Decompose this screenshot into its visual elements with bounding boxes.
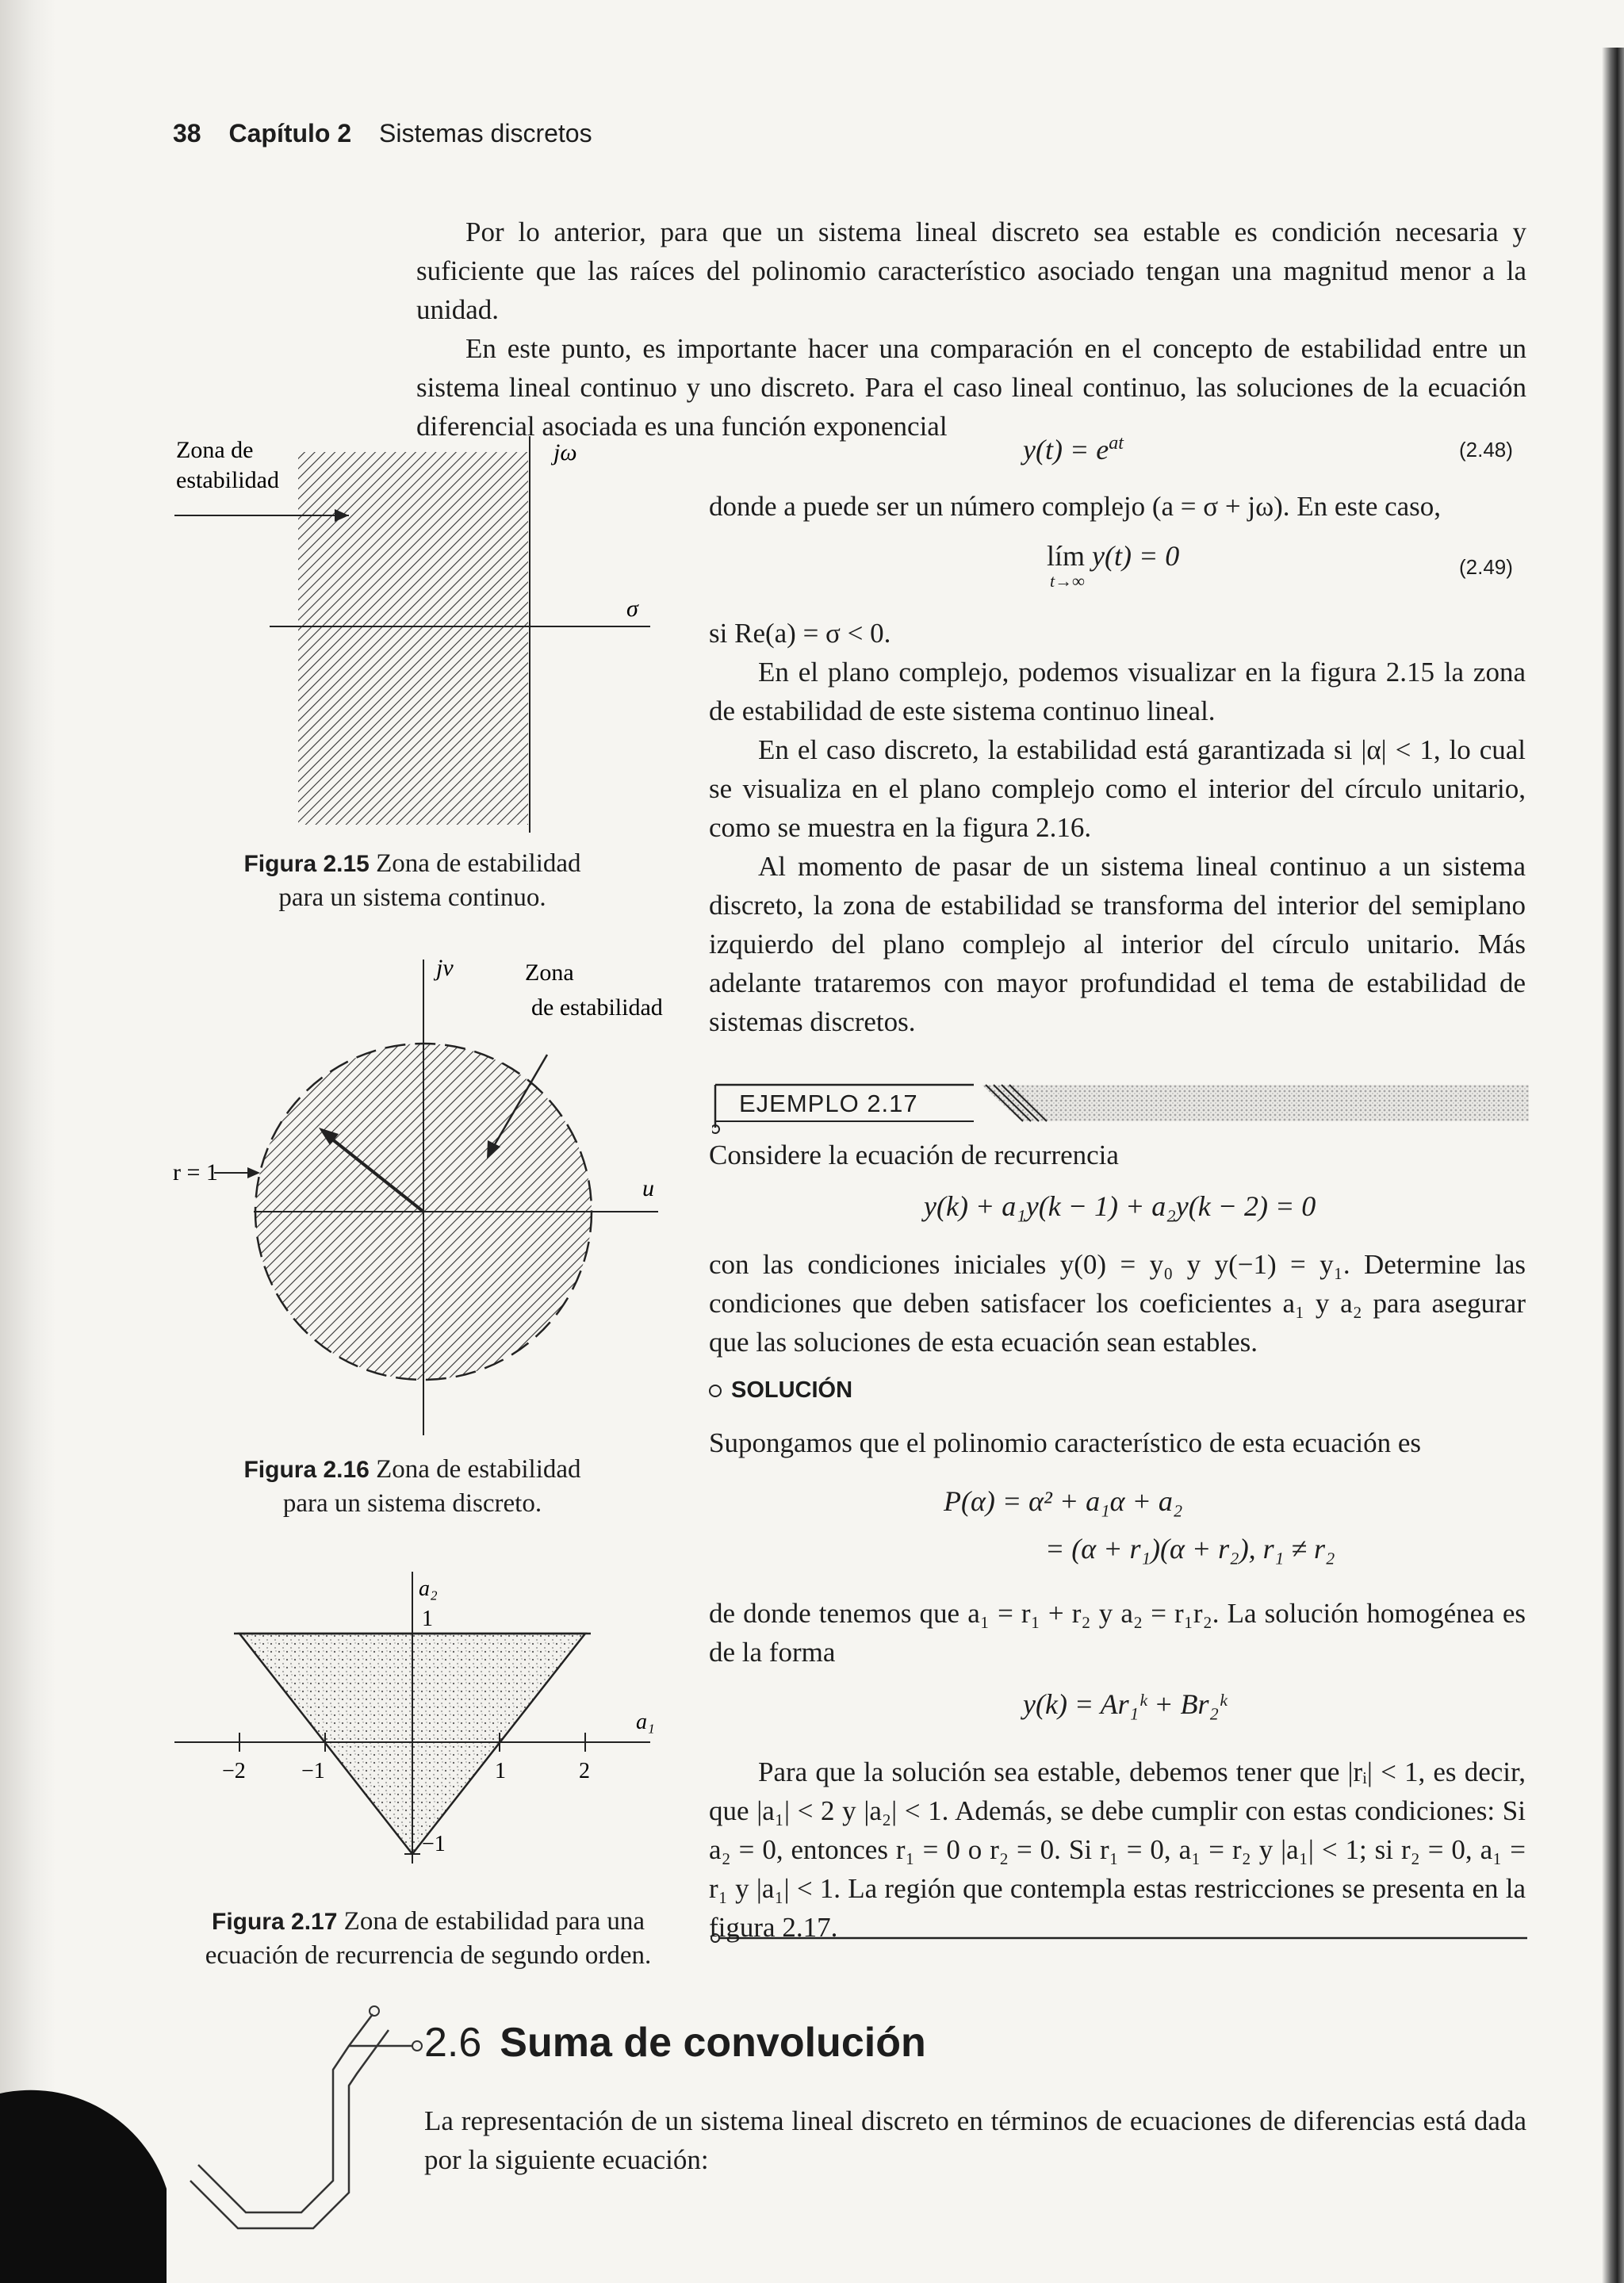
example-end-rule: [710, 1929, 1530, 1948]
figure-2-15-caption: Figura 2.15 Zona de estabilidad para un sistema continuo.: [243, 849, 581, 912]
example-paragraph-2: con las condiciones iniciales y(0) = y₀ y y(−1) = y₁. Determine las condiciones que deben satisfacer los coeficientes a₁ y a₂ para asegurar que las soluciones de esta ecuación sean estables.: [709, 1249, 1526, 1358]
dark-circle-decoration: [0, 2090, 167, 2283]
figure-2-16: [167, 944, 674, 1443]
paragraph-after-2-49: si Re(a) = σ < 0.: [709, 618, 891, 649]
x-axis-label: a₁: [636, 1710, 655, 1734]
figure-2-16-caption: Figura 2.16 Zona de estabilidad para un sistema discreto.: [243, 1455, 581, 1518]
intro-text: [416, 213, 1526, 446]
column-paragraph-3: En el plano complejo, podemos visualizar en la figura 2.15 la zona de estabilidad de este sistema continuo lineal.: [709, 657, 1526, 726]
chapter-title: Sistemas discretos: [379, 119, 592, 147]
scan-edge-right: [1602, 48, 1624, 2283]
equation-number-2-48: (2.48): [1459, 438, 1513, 462]
tick-label-minus-2: −2: [222, 1759, 246, 1783]
example-equation: y(k) + a₁y(k − 1) + a₂y(k − 2) = 0: [924, 1190, 1316, 1222]
zone-label-line-2: de estabilidad: [531, 994, 663, 1021]
page-header: [173, 119, 592, 148]
section-text: [424, 2101, 1526, 2179]
intro-paragraph-1: Por lo anterior, para que un sistema lineal discreto sea estable es condición necesaria y suficiente que las raíces del polinomio característico asociado tengan una magnitud menor a la unidad.: [416, 216, 1526, 325]
figure-2-17-caption: Figura 2.17 Zona de estabilidad para una ecuación de recurrencia de segundo orden.: [205, 1907, 652, 1970]
figure-2-15: [167, 428, 674, 848]
example-text-1: [709, 1136, 1526, 1174]
zone-label-line-1: Zona de: [176, 437, 254, 463]
column-paragraph-4: En el caso discreto, la estabilidad está garantizada si |α| < 1, lo cual se visualiza en el plano complejo como el interior del círculo unitario, como se muestra en la figura 2.16.: [709, 734, 1526, 843]
paragraph-after-2-48: donde a puede ser un número complejo (a = σ + jω). En este caso,: [709, 491, 1442, 522]
scan-edge-left: [0, 0, 56, 2283]
column-paragraph-5: Al momento de pasar de un sistema lineal continuo a un sistema discreto, la zona de estabilidad se transforma del interior del semiplano izquierdo del plano complejo al interior del círculo unitario. Más adelante trataremos con mayor profundidad el tema de estabilidad de sistemas discretos.: [709, 851, 1526, 1037]
example-paragraph-1: Considere la ecuación de recurrencia: [709, 1140, 1119, 1170]
intro-paragraph-2: En este punto, es importante hacer una comparación en el concepto de estabilidad entre un sistema lineal continuo y uno discreto. Para el caso lineal continuo, las soluciones de la ecuación diferencial asociada es una función exponencial: [416, 333, 1526, 442]
section-paragraph-1: La representación de un sistema lineal discreto en términos de ecuaciones de diferencias está dada por la siguiente ecuación:: [424, 2105, 1526, 2175]
example-label: EJEMPLO 2.17: [739, 1090, 918, 1117]
homogeneous-solution: y(k) = Ar₁ᵏ + Br₂ᵏ: [1023, 1688, 1228, 1720]
section-decoration: [0, 1998, 444, 2283]
tick-label-plus-1: 1: [495, 1759, 506, 1783]
column-text-2: [709, 614, 1526, 1041]
zone-label-line-1: Zona: [525, 960, 574, 986]
real-axis-label: u: [642, 1175, 654, 1201]
example-text-2: [709, 1245, 1526, 1362]
zone-label-line-2: estabilidad: [176, 467, 279, 493]
example-text-4: [709, 1594, 1526, 1672]
tick-label-top: 1: [422, 1607, 433, 1631]
example-paragraph-3: Supongamos que el polinomio característico de esta ecuación es: [709, 1427, 1422, 1458]
imag-axis-label: jω: [553, 439, 577, 465]
example-paragraph-5: Para que la solución sea estable, debemos tener que |rᵢ| < 1, es decir, que |a₁| < 2 y |a₂| < 1. Además, se debe cumplir con estas condiciones: Si a₂ = 0, entonces r₁ = 0 o r₂ = 0. Si r₁ = 0, a₁ = r₂ y |a₁| < 1; si r₂ = 0, a₁ = r₁ y |a₁| < 1. La región que contempla estas restricciones se presenta en la figura 2.17.: [709, 1756, 1526, 1943]
example-text-3: [709, 1423, 1526, 1462]
example-paragraph-4: de donde tenemos que a₁ = r₁ + r₂ y a₂ = r₁r₂. La solución homogénea es de la forma: [709, 1598, 1526, 1668]
section-number: 2.6: [424, 2020, 482, 2066]
polynomial-line-2: = (α + r₁)(α + r₂), r₁ ≠ r₂: [1045, 1533, 1335, 1565]
tick-label-bottom: −1: [422, 1832, 446, 1856]
tick-label-minus-1: −1: [301, 1759, 325, 1783]
equation-number-2-49: (2.49): [1459, 555, 1513, 579]
radius-label: r = 1: [173, 1159, 218, 1186]
column-text-1: [709, 487, 1526, 526]
example-header: [712, 1080, 1529, 1124]
solution-heading: SOLUCIÓN: [709, 1377, 852, 1404]
section-heading: [424, 2019, 926, 2067]
real-axis-label: σ: [626, 596, 638, 622]
page-number: 38: [173, 119, 201, 147]
polynomial-line-1: P(α) = α² + a₁α + a₂: [944, 1485, 1183, 1517]
imag-axis-label: jv: [436, 955, 454, 981]
section-title: Suma de convolución: [500, 2020, 926, 2066]
figure-2-17: [167, 1562, 674, 1895]
equation-2-49: lím y(t) = 0 t→∞: [1047, 540, 1180, 591]
stability-region: [298, 452, 528, 825]
equation-2-48: $y(t) = e^{at}$: [1023, 433, 1124, 465]
chapter-label: Capítulo 2: [228, 119, 352, 147]
bullet-icon: [709, 1385, 722, 1397]
tick-label-plus-2: 2: [579, 1759, 590, 1783]
y-axis-label: a₂: [419, 1576, 438, 1601]
example-text-5: [709, 1752, 1526, 1947]
